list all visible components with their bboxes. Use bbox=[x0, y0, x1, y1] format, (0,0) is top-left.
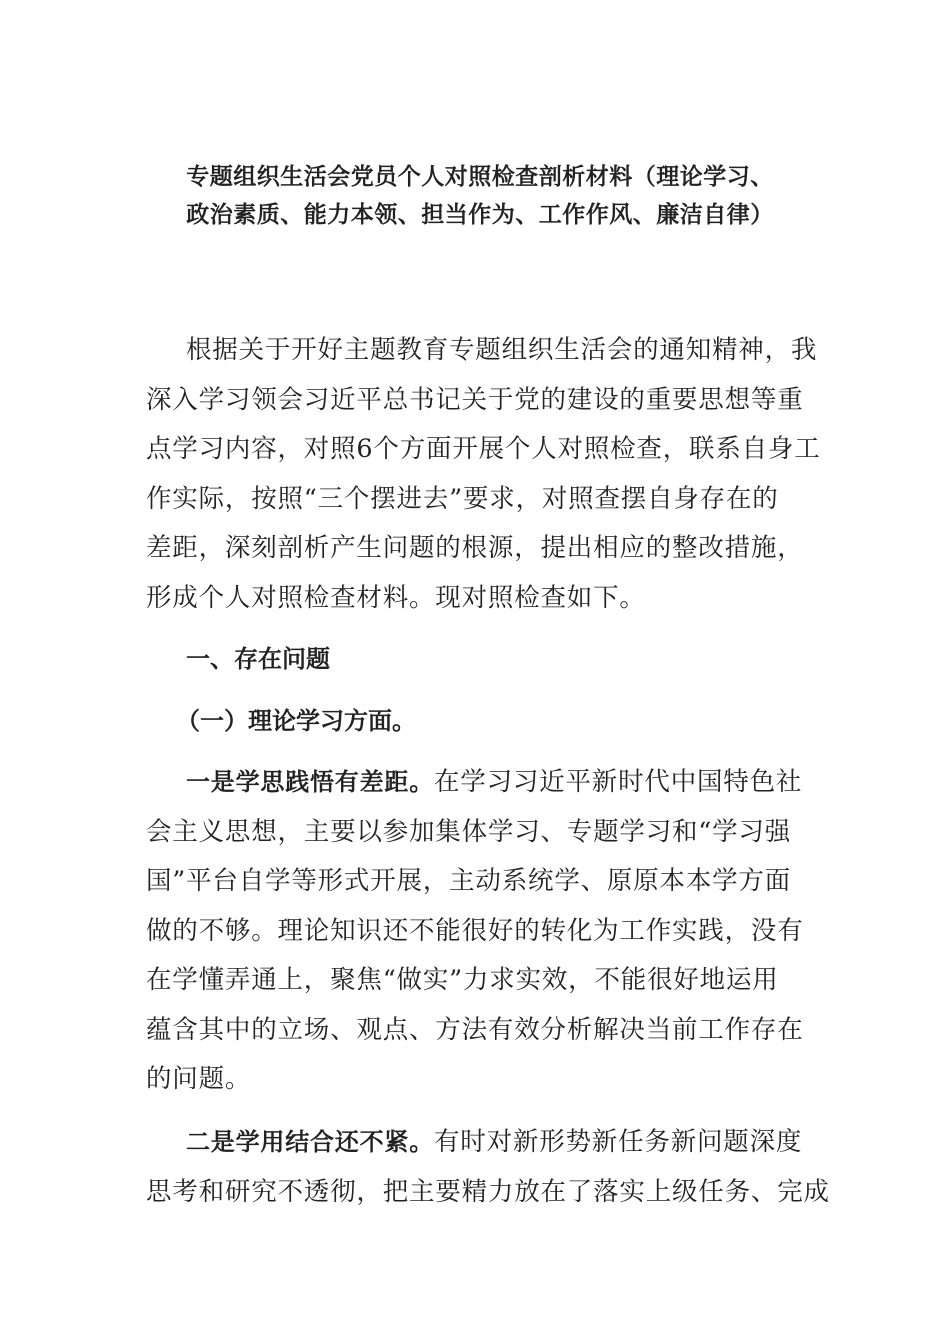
subsection-heading: （一）理论学习方面。 bbox=[176, 707, 416, 735]
intro-line: 根据关于开好主题教育专题组织生活会的通知精神，我 bbox=[186, 335, 818, 365]
section-heading: 一、存在问题 bbox=[186, 645, 330, 673]
paragraph-line: 在学懂弄通上，聚焦“做实”力求实效，不能很好地运用 bbox=[146, 965, 779, 995]
intro-line: 差距，深刻剖析产生问题的根源，提出相应的整改措施， bbox=[146, 533, 804, 563]
paragraph-line: 蕴含其中的立场、观点、方法有效分析解决当前工作存在 bbox=[146, 1014, 804, 1045]
intro-line: 点学习内容，对照6个方面开展个人对照检查，联系自身工 bbox=[146, 434, 821, 464]
intro-line: 形成个人对照检查材料。现对照检查如下。 bbox=[146, 582, 646, 613]
intro-paragraph bbox=[146, 326, 821, 623]
title-line-1: 专题组织生活会党员个人对照检查剖析材料（理论学习、 bbox=[186, 164, 774, 190]
paragraph-line: 国”平台自学等形式开展，主动系统学、原原本本学方面 bbox=[146, 866, 792, 896]
intro-line: 作实际，按照“三个摆进去”要求，对照查摆自身存在的 bbox=[146, 483, 779, 514]
document-title bbox=[120, 158, 840, 234]
paragraph-text: 有时对新形势新任务新问题深度 bbox=[434, 1127, 803, 1157]
paragraph-1 bbox=[146, 758, 808, 1105]
paragraph-first-line bbox=[146, 1118, 808, 1168]
paragraph-line: 会主义思想，主要以参加集体学习、专题学习和“学习强 bbox=[146, 816, 792, 847]
title-line-2: 政治素质、能力本领、担当作为、工作作风、廉洁自律） bbox=[186, 202, 774, 228]
paragraph-line: 思考和研究不透彻，把主要精力放在了落实上级任务、完成 bbox=[146, 1176, 830, 1207]
paragraph-first-line bbox=[146, 758, 808, 808]
paragraph-lead: 一是学思践悟有差距。 bbox=[186, 768, 434, 796]
paragraph-text: 在学习习近平新时代中国特色社 bbox=[434, 767, 803, 797]
paragraph-2 bbox=[146, 1118, 830, 1217]
paragraph-lead: 二是学用结合还不紧。 bbox=[186, 1128, 434, 1156]
paragraph-line: 的问题。 bbox=[146, 1064, 252, 1094]
intro-line: 深入学习领会习近平总书记关于党的建设的重要思想等重 bbox=[146, 384, 804, 415]
paragraph-line: 做的不够。理论知识还不能很好的转化为工作实践，没有 bbox=[146, 915, 804, 946]
